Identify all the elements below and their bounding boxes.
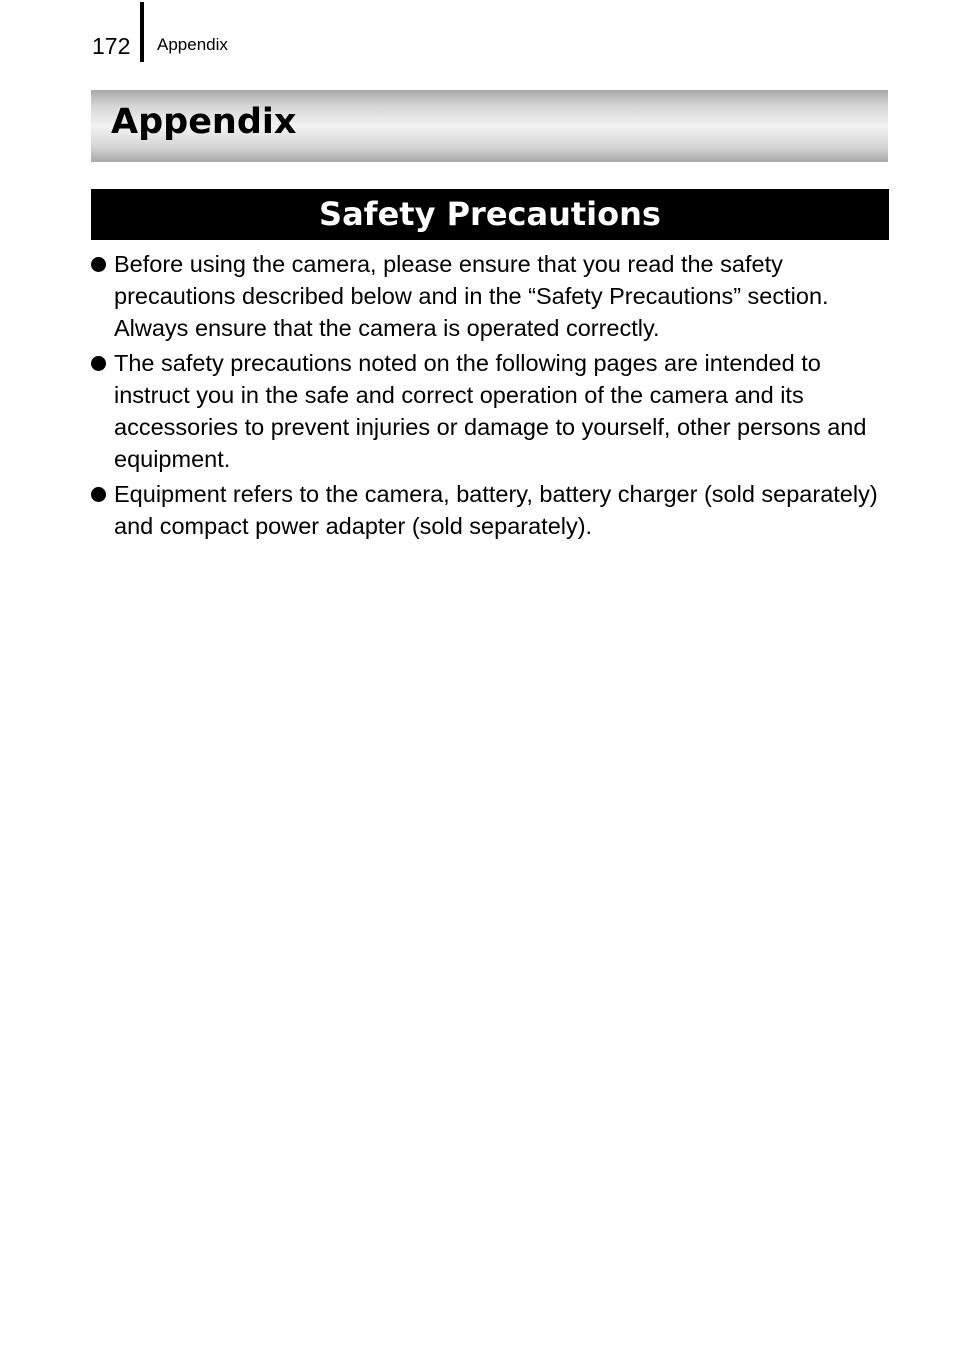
list-item-text: The safety precautions noted on the following pages are intended to instruct you in the safe and correct operation of the camera and its accessories to prevent injuries or damage to yourself, other persons and equipment. — [114, 350, 867, 472]
list-item-text: Before using the camera, please ensure that you read the safety precautions described below and in the “Safety Precautions” section. Always ensure that the camera is operated correctly. — [114, 251, 829, 341]
header-divider — [140, 2, 144, 62]
chapter-banner — [91, 90, 888, 162]
chapter-title: Appendix — [111, 102, 297, 142]
precautions-list — [91, 248, 891, 545]
section-header — [91, 189, 889, 240]
page-number: 172 — [92, 33, 131, 59]
running-head: Appendix — [157, 35, 228, 54]
bullet-dot-icon — [91, 356, 106, 371]
bullet-dot-icon — [91, 487, 106, 502]
list-item-text: Equipment refers to the camera, battery, battery charger (sold separately) and compact power adapter (sold separately). — [114, 481, 878, 539]
bullet-dot-icon — [91, 257, 106, 272]
list-item — [91, 347, 891, 475]
list-item — [91, 248, 891, 344]
section-title: Safety Precautions — [319, 195, 661, 233]
list-item — [91, 478, 891, 542]
